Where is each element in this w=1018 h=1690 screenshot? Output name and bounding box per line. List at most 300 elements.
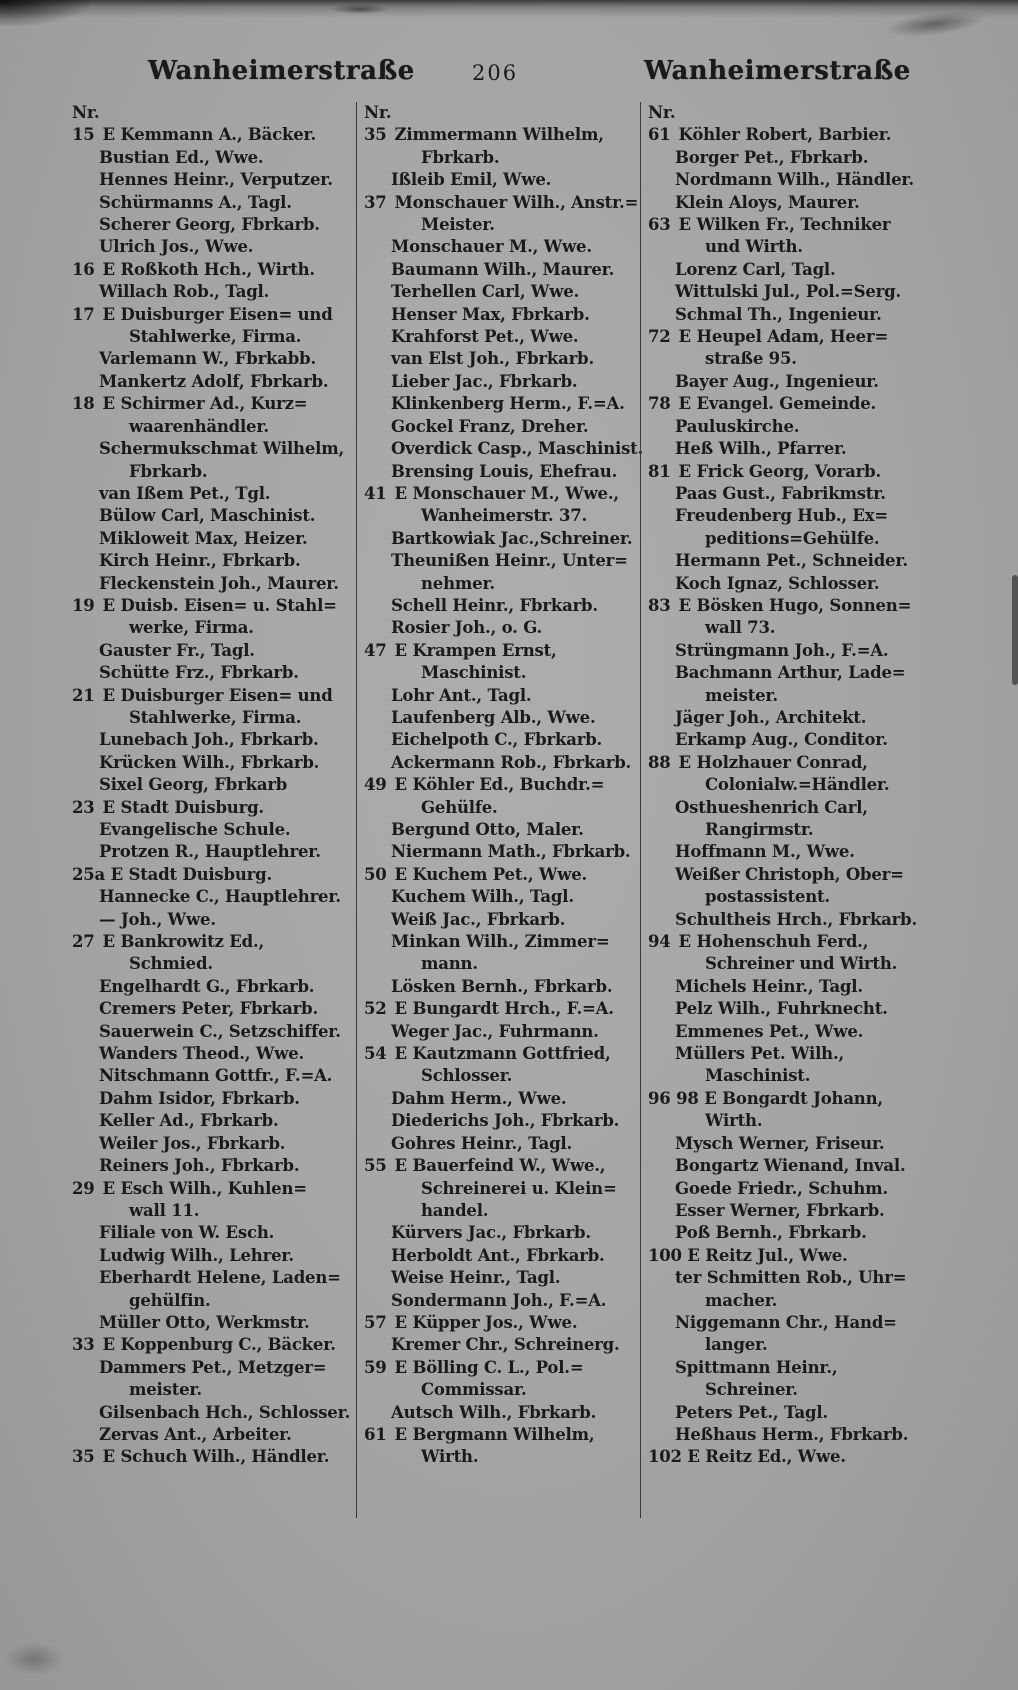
entry-line: [648, 1021, 948, 1043]
entry-line: [72, 169, 356, 191]
entry-text: E Koppenburg C., Bäcker.: [102, 1335, 336, 1355]
entry-text: Maschinist.: [421, 663, 527, 683]
entry-text: Schlosser.: [421, 1066, 513, 1086]
entry-text: Lorenz Carl, Tagl.: [675, 259, 836, 279]
entry-text: Bachmann Arthur, Lade=: [675, 663, 906, 683]
entry-line: [72, 528, 356, 550]
entry-start-line: [648, 214, 948, 236]
entry-start-line: [364, 483, 640, 505]
house-number: 49: [364, 775, 387, 795]
entry-text: gehülfin.: [129, 1290, 211, 1310]
entry-text: Ludwig Wilh., Lehrer.: [99, 1245, 294, 1265]
entry-text: E Bösken Hugo, Sonnen=: [678, 595, 912, 615]
entry-text: Weißer Christoph, Ober=: [675, 864, 904, 884]
header-street-left: Wanheimerstraße: [148, 56, 415, 86]
entry-text: Gauster Fr., Tagl.: [99, 640, 255, 660]
entry-text: straße 95.: [705, 349, 797, 369]
entry-text: Hermann Pet., Schneider.: [675, 551, 908, 571]
entry-continuation-line: [364, 662, 640, 684]
entry-line: [648, 864, 948, 886]
entry-line: [648, 1178, 948, 1200]
entry-line: [364, 819, 640, 841]
entry-text: van Ißem Pet., Tgl.: [99, 483, 271, 503]
entry-line: [364, 931, 640, 953]
entry-line: [648, 1357, 948, 1379]
scan-artifact-top-edge: [0, 0, 1018, 18]
house-number: 88: [648, 752, 671, 772]
entry-text: Willach Rob., Tagl.: [99, 282, 270, 302]
entry-text: Rangirmstr.: [705, 820, 814, 839]
entry-text: van Elst Joh., Fbrkarb.: [391, 349, 595, 369]
entry-text: — Joh., Wwe.: [99, 909, 216, 929]
house-number: 52: [364, 999, 387, 1019]
entry-continuation-line: [364, 1178, 640, 1200]
entry-line: [364, 169, 640, 191]
entry-text: Eichelpoth C., Fbrkarb.: [391, 730, 603, 750]
entry-text: nehmer.: [421, 573, 495, 593]
entry-line: [648, 976, 948, 998]
entry-continuation-line: [364, 505, 640, 527]
house-number: 47: [364, 640, 387, 660]
entry-line: [648, 640, 948, 662]
entry-line: [364, 393, 640, 415]
entry-text: E Reitz Jul., Wwe.: [687, 1245, 848, 1265]
entry-text: waarenhändler.: [129, 416, 269, 436]
entry-line: [364, 528, 640, 550]
entry-text: Müller Otto, Werkmstr.: [99, 1312, 310, 1332]
entry-line: [72, 1133, 356, 1155]
entry-text: Commissar.: [421, 1380, 527, 1400]
entry-text: Meister.: [421, 215, 495, 235]
entry-text: Erkamp Aug., Conditor.: [675, 730, 888, 750]
house-number: 35: [364, 125, 387, 145]
entry-line: [648, 1222, 948, 1244]
entry-continuation-line: [648, 1065, 948, 1087]
house-number: 54: [364, 1044, 387, 1064]
entry-text: Weiß Jac., Fbrkarb.: [391, 909, 566, 929]
entry-start-line: [72, 259, 356, 281]
entry-line: [648, 169, 948, 191]
entry-line: [648, 1424, 948, 1446]
house-number: 23: [72, 797, 95, 817]
entry-text: Wanders Theod., Wwe.: [99, 1044, 305, 1064]
entry-text: Gohres Heinr., Tagl.: [391, 1133, 573, 1153]
entry-continuation-line: [364, 573, 640, 595]
entry-line: [648, 438, 948, 460]
entry-text: Sauerwein C., Setzschiffer.: [99, 1021, 341, 1041]
entry-text: E Stadt Duisburg.: [110, 864, 273, 884]
entry-text: Schell Heinr., Fbrkarb.: [391, 595, 598, 615]
entry-start-line: [364, 774, 640, 796]
entry-line: [72, 550, 356, 572]
entry-text: Minkan Wilh., Zimmer=: [391, 932, 610, 952]
entry-line: [72, 1424, 356, 1446]
house-number: 63: [648, 215, 671, 235]
entry-text: Wittulski Jul., Pol.=Serg.: [675, 282, 902, 302]
entry-continuation-line: [364, 1200, 640, 1222]
entry-text: Pelz Wilh., Fuhrknecht.: [675, 999, 888, 1019]
entry-text: E Hohenschuh Ferd.,: [678, 932, 869, 952]
house-number: 96 98: [648, 1088, 699, 1108]
house-number: 57: [364, 1312, 387, 1332]
entry-text: E Wilken Fr., Techniker: [678, 215, 891, 235]
entry-line: [364, 1021, 640, 1043]
entry-line: [364, 416, 640, 438]
entry-continuation-line: [72, 416, 356, 438]
entry-continuation-line: [648, 528, 948, 550]
entry-line: [648, 483, 948, 505]
entry-start-line: [648, 393, 948, 415]
entry-text: Niermann Math., Fbrkarb.: [391, 842, 631, 862]
house-number: 25a: [72, 864, 106, 884]
entry-text: macher.: [705, 1290, 778, 1310]
entry-text: Krücken Wilh., Fbrkarb.: [99, 752, 320, 772]
entry-start-line: [364, 124, 640, 146]
scan-artifact-top-smudge: [330, 4, 390, 14]
scan-artifact-right-edge: [1012, 575, 1018, 685]
entry-text: E Bankrowitz Ed.,: [102, 932, 265, 952]
entry-line: [364, 1245, 640, 1267]
entry-text: Niggemann Chr., Hand=: [675, 1312, 897, 1332]
entry-text: E Bongardt Johann,: [704, 1088, 883, 1108]
entry-line: [648, 304, 948, 326]
entry-text: Cremers Peter, Fbrkarb.: [99, 999, 319, 1019]
entry-line: [72, 438, 356, 460]
entry-text: Peters Pet., Tagl.: [675, 1402, 828, 1422]
entry-text: Mysch Werner, Friseur.: [675, 1133, 885, 1153]
entry-line: [364, 550, 640, 572]
entry-text: Protzen R., Hauptlehrer.: [99, 842, 321, 862]
scan-artifact-top-right-mark: [879, 5, 991, 42]
entry-text: Varlemann W., Fbrkabb.: [99, 349, 317, 369]
column-1-lines: [72, 124, 356, 1468]
header-street-right: Wanheimerstraße: [644, 56, 911, 86]
entry-text: Filiale von W. Esch.: [99, 1223, 275, 1243]
entry-continuation-line: [648, 886, 948, 908]
entry-text: Diederichs Joh., Fbrkarb.: [391, 1111, 620, 1131]
entry-text: Lunebach Joh., Fbrkarb.: [99, 730, 319, 750]
entry-text: Fbrkarb.: [421, 147, 500, 167]
entry-text: Laufenberg Alb., Wwe.: [391, 707, 596, 727]
entry-text: Gockel Franz, Dreher.: [391, 416, 589, 436]
entry-text: Schmal Th., Ingenieur.: [675, 304, 882, 324]
entry-text: Müllers Pet. Wilh.,: [675, 1044, 845, 1064]
entry-text: Brensing Louis, Ehefrau.: [391, 461, 618, 481]
entry-text: mann.: [421, 954, 478, 974]
entry-text: postassistent.: [705, 887, 830, 907]
entry-continuation-line: [364, 147, 640, 169]
entry-start-line: [648, 595, 948, 617]
entry-text: Freudenberg Hub., Ex=: [675, 506, 889, 526]
entry-text: Wirth.: [705, 1111, 763, 1131]
entry-text: Ißleib Emil, Wwe.: [391, 170, 552, 190]
entry-start-line: [648, 931, 948, 953]
entry-line: [72, 348, 356, 370]
entry-start-line: [648, 752, 948, 774]
entry-continuation-line: [72, 617, 356, 639]
entry-line: [72, 640, 356, 662]
entry-text: Henser Max, Fbrkarb.: [391, 304, 590, 324]
entry-text: Eberhardt Helene, Laden=: [99, 1268, 341, 1288]
entry-text: E Schuch Wilh., Händler.: [102, 1447, 330, 1467]
entry-text: und Wirth.: [705, 237, 803, 257]
entry-text: E Reitz Ed., Wwe.: [687, 1447, 846, 1467]
entry-start-line: [364, 192, 640, 214]
entry-text: meister.: [129, 1380, 202, 1400]
entry-line: [648, 281, 948, 303]
house-number: 37: [364, 192, 387, 212]
entry-text: Weger Jac., Fuhrmann.: [391, 1021, 599, 1041]
nr-label: Nr.: [364, 103, 392, 122]
entry-text: Bongartz Wienand, Inval.: [675, 1156, 906, 1176]
entry-text: Gilsenbach Hch., Schlosser.: [99, 1402, 351, 1422]
entry-text: werke, Firma.: [129, 618, 254, 638]
entry-line: [364, 685, 640, 707]
entry-line: [72, 1267, 356, 1289]
entry-text: Schürmanns A., Tagl.: [99, 192, 292, 212]
entry-text: Schermukschmat Wilhelm,: [99, 439, 345, 459]
entry-line: [648, 505, 948, 527]
entry-text: Sixel Georg, Fbrkarb: [99, 775, 288, 795]
entry-text: E Bungardt Hrch., F.=A.: [394, 999, 614, 1019]
entry-text: Schreiner.: [705, 1380, 798, 1400]
entry-start-line: [72, 797, 356, 819]
entry-text: Dahm Herm., Wwe.: [391, 1088, 567, 1108]
entry-start-line: [72, 1178, 356, 1200]
entry-continuation-line: [648, 1334, 948, 1356]
entry-text: Sondermann Joh., F.=A.: [391, 1290, 607, 1310]
entry-text: Bustian Ed., Wwe.: [99, 147, 264, 167]
entry-line: [364, 707, 640, 729]
entry-text: Klein Aloys, Maurer.: [675, 192, 860, 212]
entry-continuation-line: [648, 236, 948, 258]
entry-continuation-line: [364, 214, 640, 236]
house-number: 17: [72, 304, 95, 324]
entry-line: [364, 1222, 640, 1244]
entry-text: E Kuchem Pet., Wwe.: [394, 864, 588, 884]
column-3: [640, 102, 948, 1518]
house-number: 41: [364, 483, 387, 503]
entry-line: [648, 1402, 948, 1424]
entry-line: [72, 1222, 356, 1244]
entry-text: Rosier Joh., o. G.: [391, 618, 543, 638]
entry-text: E Frick Georg, Vorarb.: [678, 461, 882, 481]
entry-start-line: [648, 326, 948, 348]
entry-text: ter Schmitten Rob., Uhr=: [675, 1268, 907, 1288]
house-number: 61: [364, 1424, 387, 1444]
entry-start-line: [648, 1245, 948, 1267]
entry-text: Mikloweit Max, Heizer.: [99, 528, 308, 548]
entry-text: Weise Heinr., Tagl.: [391, 1268, 561, 1288]
entry-text: meister.: [705, 685, 778, 705]
entry-text: Kremer Chr., Schreinerg.: [391, 1335, 620, 1355]
entry-continuation-line: [364, 953, 640, 975]
entry-line: [72, 1155, 356, 1177]
entry-line: [364, 595, 640, 617]
entry-start-line: [72, 1334, 356, 1356]
entry-continuation-line: [72, 1290, 356, 1312]
entry-text: Evangelische Schule.: [99, 820, 291, 839]
entry-text: Osthueshenrich Carl,: [675, 797, 868, 817]
house-number: 102: [648, 1447, 682, 1467]
entry-text: Ackermann Rob., Fbrkarb.: [391, 752, 632, 772]
entry-text: Wirth.: [421, 1447, 479, 1467]
entry-text: Keller Ad., Fbrkarb.: [99, 1111, 279, 1131]
entry-text: Heß Wilh., Pfarrer.: [675, 439, 847, 459]
entry-text: Hoffmann M., Wwe.: [675, 842, 855, 862]
entry-text: E Schirmer Ad., Kurz=: [102, 394, 308, 414]
house-number: 21: [72, 685, 95, 705]
entry-start-line: [364, 1312, 640, 1334]
entry-line: [648, 1200, 948, 1222]
entry-start-line: [72, 124, 356, 146]
entry-line: [648, 1133, 948, 1155]
entry-line: [648, 416, 948, 438]
column-1: [72, 102, 356, 1518]
entry-text: Stahlwerke, Firma.: [129, 707, 302, 727]
nr-label: Nr.: [648, 103, 676, 122]
entry-start-line: [364, 1424, 640, 1446]
entry-line: [648, 573, 948, 595]
house-number: 100: [648, 1245, 682, 1265]
entry-line: [648, 259, 948, 281]
entry-text: E Holzhauer Conrad,: [678, 752, 868, 772]
entry-line: [364, 348, 640, 370]
entry-text: Kuchem Wilh., Tagl.: [391, 887, 574, 907]
column-2: [356, 102, 644, 1518]
entry-text: E Duisb. Eisen= u. Stahl=: [102, 595, 337, 615]
house-number: 83: [648, 595, 671, 615]
entry-text: Mankertz Adolf, Fbrkarb.: [99, 371, 329, 391]
entry-line: [648, 707, 948, 729]
entry-start-line: [648, 1088, 948, 1110]
entry-line: [72, 662, 356, 684]
entry-line: [364, 1267, 640, 1289]
house-number: 19: [72, 595, 95, 615]
entry-line: [648, 1043, 948, 1065]
entry-text: wall 11.: [129, 1200, 200, 1220]
entry-text: E Bauerfeind W., Wwe.,: [394, 1156, 606, 1176]
entry-line: [72, 729, 356, 751]
entry-text: Michels Heinr., Tagl.: [675, 976, 863, 996]
entry-line: [364, 236, 640, 258]
entry-text: Nitschmann Gottfr., F.=A.: [99, 1066, 333, 1086]
entry-continuation-line: [648, 819, 948, 841]
entry-line: [364, 617, 640, 639]
entry-start-line: [72, 864, 356, 886]
entry-continuation-line: [648, 685, 948, 707]
entry-continuation-line: [648, 953, 948, 975]
house-number: 33: [72, 1335, 95, 1355]
entry-text: Lösken Bernh., Fbrkarb.: [391, 976, 613, 996]
entry-line: [364, 976, 640, 998]
entry-text: peditions=Gehülfe.: [705, 528, 880, 548]
entry-text: E Bölling C. L., Pol.=: [394, 1357, 584, 1377]
entry-text: Hennes Heinr., Verputzer.: [99, 170, 333, 190]
entry-line: [364, 729, 640, 751]
entry-text: E Heupel Adam, Heer=: [678, 327, 889, 347]
entry-text: Heßhaus Herm., Fbrkarb.: [675, 1424, 909, 1444]
entry-line: [72, 998, 356, 1020]
entry-line: [648, 841, 948, 863]
entry-text: Koch Ignaz, Schlosser.: [675, 573, 880, 593]
entry-text: Kirch Heinr., Fbrkarb.: [99, 551, 301, 571]
entry-start-line: [72, 685, 356, 707]
entry-text: Stahlwerke, Firma.: [129, 327, 302, 347]
entry-text: E Duisburger Eisen= und: [102, 685, 333, 705]
entry-text: Maschinist.: [705, 1066, 811, 1086]
entry-line: [72, 1312, 356, 1334]
entry-line: [364, 304, 640, 326]
entry-text: Strüngmann Joh., F.=A.: [675, 640, 889, 660]
entry-continuation-line: [72, 953, 356, 975]
entry-line: [648, 662, 948, 684]
entry-line: [72, 752, 356, 774]
entry-start-line: [648, 124, 948, 146]
entry-line: [364, 841, 640, 863]
entry-line: [72, 1402, 356, 1424]
entry-text: Borger Pet., Fbrkarb.: [675, 147, 869, 167]
entry-text: Bartkowiak Jac.,Schreiner.: [391, 528, 633, 548]
entry-line: [648, 147, 948, 169]
entry-text: E Evangel. Gemeinde.: [678, 394, 877, 414]
entry-text: Emmenes Pet., Wwe.: [675, 1021, 864, 1041]
entry-text: Scherer Georg, Fbrkarb.: [99, 215, 320, 235]
entry-text: Zervas Ant., Arbeiter.: [99, 1424, 292, 1444]
entry-text: Autsch Wilh., Fbrkarb.: [391, 1402, 597, 1422]
entry-line: [72, 281, 356, 303]
scan-artifact-top-left-corner: [0, 0, 90, 26]
entry-text: Schreinerei u. Klein=: [421, 1178, 617, 1198]
entry-text: Poß Bernh., Fbrkarb.: [675, 1223, 867, 1243]
entry-text: Hannecke C., Hauptlehrer.: [99, 887, 341, 907]
entry-continuation-line: [364, 797, 640, 819]
entry-start-line: [72, 595, 356, 617]
entry-text: Fleckenstein Joh., Maurer.: [99, 573, 339, 593]
entry-continuation-line: [72, 1379, 356, 1401]
entry-line: [364, 1133, 640, 1155]
entry-line: [72, 1357, 356, 1379]
entry-text: Monschauer M., Wwe.: [391, 237, 592, 257]
entry-text: Ulrich Jos., Wwe.: [99, 237, 254, 257]
entry-line: [648, 729, 948, 751]
entry-line: [72, 976, 356, 998]
entry-text: Lieber Jac., Fbrkarb.: [391, 371, 578, 391]
entry-line: [648, 909, 948, 931]
house-number: 94: [648, 932, 671, 952]
entry-line: [72, 886, 356, 908]
entry-text: Nordmann Wilh., Händler.: [675, 170, 914, 190]
entry-line: [364, 461, 640, 483]
entry-text: E Kautzmann Gottfried,: [394, 1044, 611, 1064]
entry-text: Baumann Wilh., Maurer.: [391, 259, 615, 279]
entry-line: [648, 192, 948, 214]
house-number: 35: [72, 1447, 95, 1467]
entry-text: E Monschauer M., Wwe.,: [394, 483, 619, 503]
entry-line: [364, 886, 640, 908]
entry-start-line: [364, 998, 640, 1020]
entry-continuation-line: [648, 774, 948, 796]
entry-text: E Esch Wilh., Kuhlen=: [102, 1178, 307, 1198]
entry-text: Jäger Joh., Architekt.: [675, 707, 867, 727]
entry-text: Terhellen Carl, Wwe.: [391, 282, 580, 302]
directory-columns: [72, 102, 948, 1518]
entry-line: [364, 371, 640, 393]
house-number: 72: [648, 327, 671, 347]
entry-line: [648, 797, 948, 819]
entry-text: Bayer Aug., Ingenieur.: [675, 371, 879, 391]
page-number: 206: [472, 61, 519, 85]
